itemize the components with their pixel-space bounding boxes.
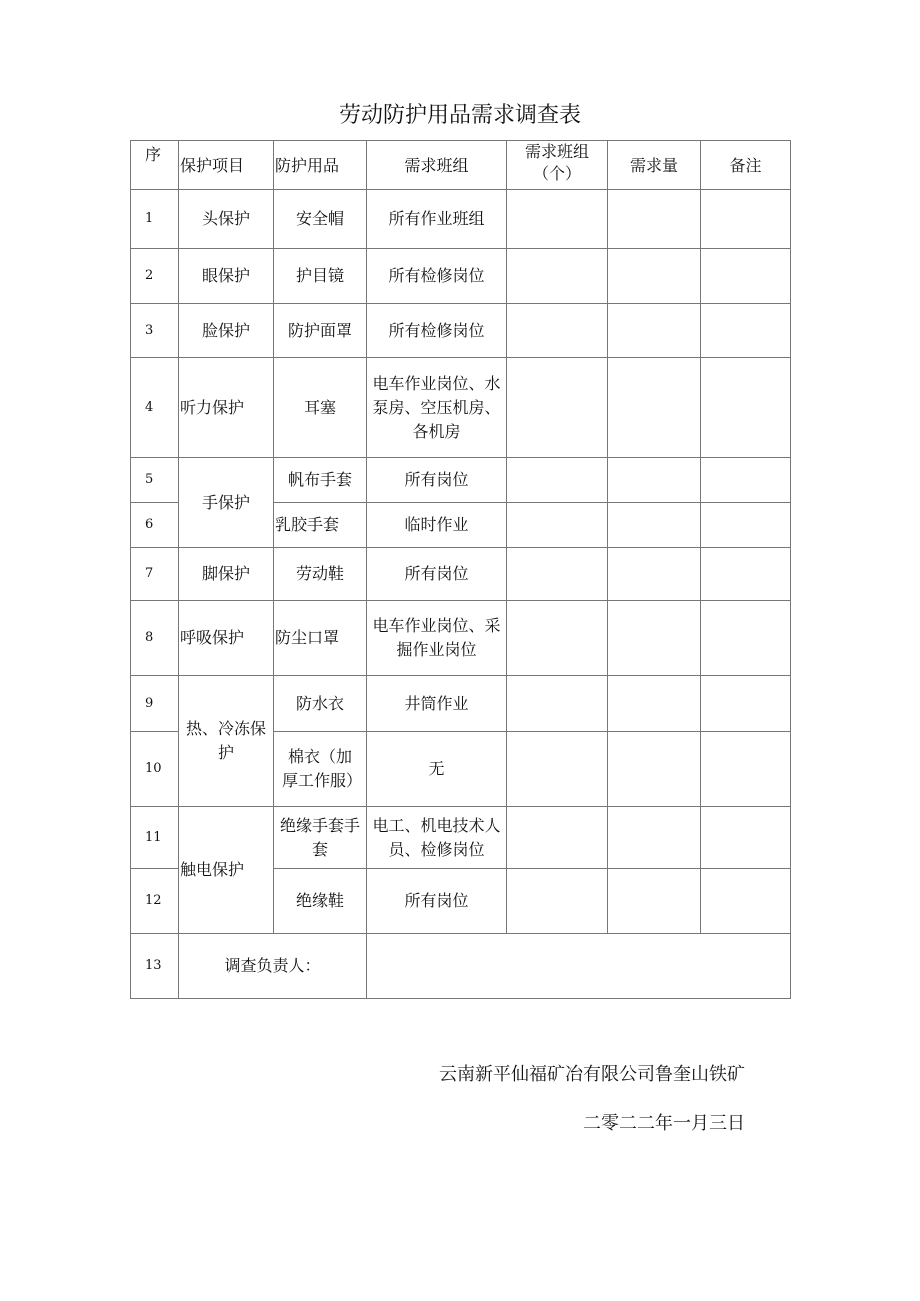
table-row	[131, 358, 791, 458]
row-number: 11	[131, 807, 179, 869]
row-number: 6	[131, 503, 179, 548]
quantity-cell[interactable]	[608, 503, 701, 548]
equipment: 绝缘鞋	[274, 869, 367, 934]
header-equipment: 防护用品	[274, 141, 367, 190]
table-row	[131, 190, 791, 249]
row-number: 5	[131, 458, 179, 503]
remark-cell[interactable]	[701, 503, 791, 548]
quantity-cell[interactable]	[608, 190, 701, 249]
remark-cell[interactable]	[701, 676, 791, 732]
teams: 电车作业岗位、采掘作业岗位	[367, 601, 507, 676]
surveyor-field[interactable]	[367, 934, 791, 999]
team-count-cell[interactable]	[507, 807, 608, 869]
equipment: 防水衣	[274, 676, 367, 732]
team-count-cell[interactable]	[507, 732, 608, 807]
header-row	[131, 141, 791, 190]
quantity-cell[interactable]	[608, 458, 701, 503]
row-number: 10	[131, 732, 179, 807]
equipment: 劳动鞋	[274, 548, 367, 601]
quantity-cell[interactable]	[608, 358, 701, 458]
table-row	[131, 601, 791, 676]
team-count-cell[interactable]	[507, 676, 608, 732]
teams: 所有岗位	[367, 458, 507, 503]
team-count-cell[interactable]	[507, 869, 608, 934]
remark-cell[interactable]	[701, 304, 791, 358]
protection-item: 头保护	[179, 190, 274, 249]
date: 二零二二年一月三日	[583, 1113, 745, 1134]
protection-item: 眼保护	[179, 249, 274, 304]
quantity-cell[interactable]	[608, 548, 701, 601]
row-number: 9	[131, 676, 179, 732]
teams: 电车作业岗位、水泵房、空压机房、各机房	[367, 358, 507, 458]
remark-cell[interactable]	[701, 358, 791, 458]
protection-item: 呼吸保护	[179, 601, 274, 676]
teams: 无	[367, 732, 507, 807]
table-row	[131, 304, 791, 358]
team-count-cell[interactable]	[507, 249, 608, 304]
quantity-cell[interactable]	[608, 869, 701, 934]
team-count-cell[interactable]	[507, 304, 608, 358]
table-row	[131, 934, 791, 999]
protection-item: 听力保护	[179, 358, 274, 458]
header-item: 保护项目	[179, 141, 274, 190]
row-number: 13	[131, 934, 179, 999]
table-row	[131, 249, 791, 304]
protection-item: 触电保护	[179, 807, 274, 934]
remark-cell[interactable]	[701, 548, 791, 601]
row-number: 12	[131, 869, 179, 934]
teams: 所有作业班组	[367, 190, 507, 249]
teams: 所有检修岗位	[367, 304, 507, 358]
row-number: 8	[131, 601, 179, 676]
teams: 所有岗位	[367, 869, 507, 934]
teams: 所有岗位	[367, 548, 507, 601]
equipment: 帆布手套	[274, 458, 367, 503]
remark-cell[interactable]	[701, 249, 791, 304]
page-title: 劳动防护用品需求调查表	[338, 103, 581, 128]
table-row	[131, 458, 791, 503]
row-number: 3	[131, 304, 179, 358]
quantity-cell[interactable]	[608, 807, 701, 869]
remark-cell[interactable]	[701, 732, 791, 807]
team-count-cell[interactable]	[507, 358, 608, 458]
surveyor-label: 调查负责人：	[179, 934, 367, 999]
remark-cell[interactable]	[701, 601, 791, 676]
protection-item: 热、冷冻保护	[179, 676, 274, 807]
team-count-cell[interactable]	[507, 458, 608, 503]
row-number: 7	[131, 548, 179, 601]
teams: 所有检修岗位	[367, 249, 507, 304]
equipment: 安全帽	[274, 190, 367, 249]
company-name: 云南新平仙福矿冶有限公司鲁奎山铁矿	[439, 1064, 745, 1085]
header-quantity: 需求量	[608, 141, 701, 190]
table-row	[131, 676, 791, 732]
team-count-cell[interactable]	[507, 601, 608, 676]
remark-cell[interactable]	[701, 807, 791, 869]
protection-item: 手保护	[179, 458, 274, 548]
header-remark: 备注	[701, 141, 791, 190]
team-count-cell[interactable]	[507, 548, 608, 601]
equipment: 绝缘手套手套	[274, 807, 367, 869]
teams: 临时作业	[367, 503, 507, 548]
equipment: 防尘口罩	[274, 601, 367, 676]
row-number: 2	[131, 249, 179, 304]
equipment: 耳塞	[274, 358, 367, 458]
equipment: 乳胶手套	[274, 503, 367, 548]
remark-cell[interactable]	[701, 190, 791, 249]
equipment: 防护面罩	[274, 304, 367, 358]
row-number: 1	[131, 190, 179, 249]
teams: 井筒作业	[367, 676, 507, 732]
quantity-cell[interactable]	[608, 304, 701, 358]
team-count-cell[interactable]	[507, 190, 608, 249]
teams: 电工、机电技术人员、检修岗位	[367, 807, 507, 869]
quantity-cell[interactable]	[608, 601, 701, 676]
equipment: 棉衣（加厚工作服）	[274, 732, 367, 807]
survey-table	[130, 140, 791, 999]
header-team-count: 需求班组（个）	[507, 141, 608, 190]
table-row	[131, 807, 791, 869]
quantity-cell[interactable]	[608, 732, 701, 807]
header-teams: 需求班组	[367, 141, 507, 190]
protection-item: 脚保护	[179, 548, 274, 601]
quantity-cell[interactable]	[608, 249, 701, 304]
equipment: 护目镜	[274, 249, 367, 304]
table-row	[131, 548, 791, 601]
remark-cell[interactable]	[701, 869, 791, 934]
row-number: 4	[131, 358, 179, 458]
header-seq: 序	[131, 141, 179, 190]
quantity-cell[interactable]	[608, 676, 701, 732]
protection-item: 脸保护	[179, 304, 274, 358]
remark-cell[interactable]	[701, 458, 791, 503]
team-count-cell[interactable]	[507, 503, 608, 548]
